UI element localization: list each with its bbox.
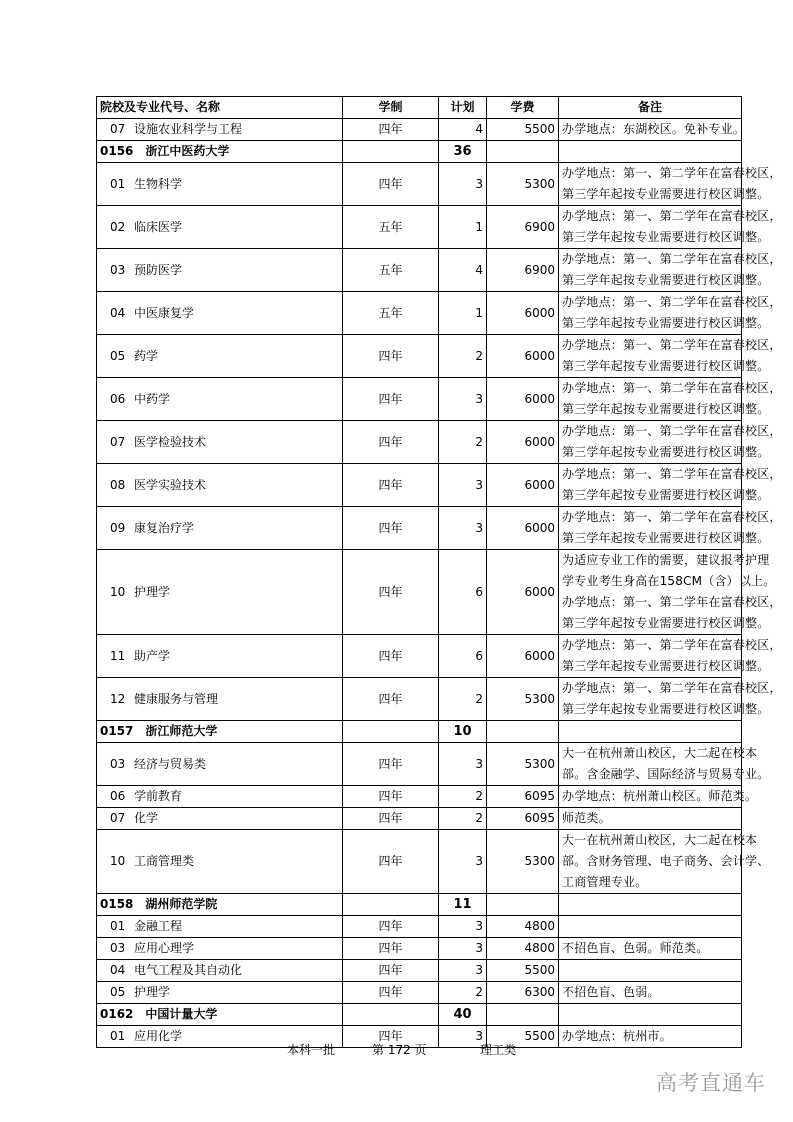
remark-line: 办学地点：杭州萧山校区。师范类。 — [562, 789, 758, 803]
watermark: 高考直通车 — [656, 1071, 766, 1095]
major-name: 护理学 — [134, 985, 171, 999]
major-row — [97, 550, 742, 635]
major-duration: 四年 — [343, 421, 439, 464]
major-row — [97, 119, 742, 141]
major-cell — [97, 786, 343, 808]
major-remark — [559, 916, 742, 938]
remark-line: 办学地点：第一、第二学年在富春校区， — [562, 166, 782, 180]
remark-line: 第三学年起按专业需要进行校区调整。 — [562, 445, 770, 459]
major-remark — [559, 119, 746, 141]
major-plan: 3 — [439, 163, 487, 206]
major-remark — [559, 464, 782, 507]
major-fee: 5500 — [487, 119, 559, 141]
major-fee: 6000 — [487, 550, 559, 635]
major-duration: 四年 — [343, 830, 439, 894]
major-name: 预防医学 — [134, 262, 183, 277]
school-name: 浙江中医药大学 — [145, 144, 230, 158]
major-plan: 3 — [439, 938, 487, 960]
major-row — [97, 960, 742, 982]
major-remark — [559, 830, 770, 894]
major-code: 05 — [110, 348, 126, 363]
remark-line: 大一在杭州萧山校区，大二起在校本 — [562, 833, 758, 847]
major-plan: 1 — [439, 292, 487, 335]
major-code: 10 — [110, 584, 126, 599]
major-duration: 四年 — [343, 678, 439, 721]
major-plan: 3 — [439, 464, 487, 507]
major-name: 设施农业科学与工程 — [134, 122, 243, 136]
major-duration: 四年 — [343, 378, 439, 421]
school-remark-cell — [559, 141, 742, 163]
major-cell — [97, 916, 343, 938]
major-name: 助产学 — [134, 648, 171, 663]
major-row — [97, 464, 742, 507]
major-plan: 4 — [439, 249, 487, 292]
table-body — [97, 119, 782, 1048]
major-plan: 6 — [439, 550, 487, 635]
major-row — [97, 249, 742, 292]
major-remark — [559, 206, 782, 249]
major-row — [97, 982, 742, 1004]
major-plan: 3 — [439, 507, 487, 550]
school-fee-cell — [487, 894, 559, 916]
school-name: 中国计量大学 — [145, 1007, 218, 1021]
remark-line: 办学地点：第一、第二学年在富春校区， — [562, 338, 782, 352]
major-fee: 6000 — [487, 378, 559, 421]
major-plan: 3 — [439, 1026, 487, 1048]
major-cell — [97, 421, 343, 464]
school-row — [97, 1004, 742, 1026]
major-cell — [97, 335, 343, 378]
major-remark — [559, 421, 782, 464]
footer-page: 第 172 页 — [372, 1043, 427, 1057]
major-duration: 四年 — [343, 786, 439, 808]
major-remark — [559, 960, 742, 982]
major-row — [97, 786, 742, 808]
major-code: 01 — [110, 919, 126, 933]
major-duration: 四年 — [343, 635, 439, 678]
major-name: 工商管理类 — [134, 854, 195, 868]
footer-category: 理工类 — [480, 1043, 517, 1057]
remark-line: 第三学年起按专业需要进行校区调整。 — [562, 616, 770, 630]
school-cell — [97, 721, 343, 743]
major-name: 中医康复学 — [134, 305, 195, 320]
school-plan-total: 36 — [439, 141, 487, 163]
remark-line: 第三学年起按专业需要进行校区调整。 — [562, 531, 770, 545]
major-remark — [559, 1026, 742, 1048]
school-row — [97, 141, 742, 163]
major-remark — [559, 938, 742, 960]
major-fee: 6095 — [487, 808, 559, 830]
major-row — [97, 421, 742, 464]
major-cell — [97, 550, 343, 635]
remark-line: 第三学年起按专业需要进行校区调整。 — [562, 316, 770, 330]
school-plan-total: 10 — [439, 721, 487, 743]
major-name: 化学 — [134, 811, 159, 825]
school-duration-cell — [343, 721, 439, 743]
major-fee: 5300 — [487, 830, 559, 894]
major-plan: 2 — [439, 421, 487, 464]
major-code: 11 — [110, 648, 126, 663]
major-remark — [559, 808, 742, 830]
school-plan-total: 40 — [439, 1004, 487, 1026]
header-remark: 备注 — [559, 97, 742, 119]
header-duration: 学制 — [343, 97, 439, 119]
major-name: 医学实验技术 — [134, 477, 207, 492]
major-name: 生物科学 — [134, 176, 183, 191]
major-row — [97, 678, 742, 721]
remark-line: 办学地点：第一、第二学年在富春校区， — [562, 381, 782, 395]
remark-line: 办学地点：第一、第二学年在富春校区， — [562, 467, 782, 481]
major-cell — [97, 808, 343, 830]
major-duration: 四年 — [343, 916, 439, 938]
major-cell — [97, 743, 343, 786]
major-cell — [97, 378, 343, 421]
admission-plan-table — [96, 96, 782, 1048]
remark-line: 为适应专业工作的需要，建议报考护理 — [562, 553, 770, 567]
major-plan: 1 — [439, 206, 487, 249]
major-duration: 四年 — [343, 743, 439, 786]
school-row — [97, 894, 742, 916]
remark-line: 第三学年起按专业需要进行校区调整。 — [562, 187, 770, 201]
major-plan: 2 — [439, 786, 487, 808]
major-code: 07 — [110, 811, 126, 825]
header-fee: 学费 — [487, 97, 559, 119]
major-cell — [97, 119, 343, 141]
remark-line: 第三学年起按专业需要进行校区调整。 — [562, 273, 770, 287]
table-header-row — [97, 97, 742, 119]
school-fee-cell — [487, 1004, 559, 1026]
major-fee: 5300 — [487, 163, 559, 206]
major-plan: 3 — [439, 378, 487, 421]
major-row — [97, 916, 742, 938]
major-name: 护理学 — [134, 584, 171, 599]
major-name: 电气工程及其自动化 — [134, 963, 243, 977]
major-remark — [559, 378, 782, 421]
remark-line: 办学地点：东湖校区。免补专业。 — [562, 122, 746, 136]
major-row — [97, 635, 742, 678]
school-cell — [97, 894, 343, 916]
major-name: 医学检验技术 — [134, 434, 207, 449]
major-code: 01 — [110, 176, 126, 191]
major-remark — [559, 550, 782, 635]
major-cell — [97, 938, 343, 960]
major-cell — [97, 635, 343, 678]
major-cell — [97, 163, 343, 206]
major-row — [97, 292, 742, 335]
major-fee: 5300 — [487, 678, 559, 721]
major-fee: 5500 — [487, 960, 559, 982]
major-code: 03 — [110, 756, 126, 771]
remark-line: 办学地点：第一、第二学年在富春校区， — [562, 295, 782, 309]
major-name: 经济与贸易类 — [134, 756, 207, 771]
major-duration: 四年 — [343, 119, 439, 141]
major-plan: 3 — [439, 916, 487, 938]
major-duration: 四年 — [343, 550, 439, 635]
major-code: 05 — [110, 985, 126, 999]
major-cell — [97, 507, 343, 550]
remark-line: 师范类。 — [562, 811, 611, 825]
major-plan: 4 — [439, 119, 487, 141]
major-fee: 5300 — [487, 743, 559, 786]
major-code: 03 — [110, 941, 126, 955]
school-cell — [97, 1004, 343, 1026]
school-duration-cell — [343, 141, 439, 163]
school-remark-cell — [559, 1004, 742, 1026]
major-duration: 四年 — [343, 507, 439, 550]
major-remark — [559, 163, 782, 206]
major-plan: 2 — [439, 808, 487, 830]
remark-line: 第三学年起按专业需要进行校区调整。 — [562, 488, 770, 502]
remark-line: 学专业考生身高在158CM（含）以上。 — [562, 574, 776, 588]
major-fee: 4800 — [487, 916, 559, 938]
major-fee: 6300 — [487, 982, 559, 1004]
remark-line: 办学地点：第一、第二学年在富春校区， — [562, 510, 782, 524]
major-plan: 2 — [439, 982, 487, 1004]
major-row — [97, 507, 742, 550]
remark-line: 工商管理专业。 — [562, 875, 648, 889]
major-remark — [559, 743, 770, 786]
remark-line: 不招色盲、色弱。 — [562, 985, 660, 999]
major-name: 临床医学 — [134, 219, 183, 234]
major-row — [97, 206, 742, 249]
major-duration: 四年 — [343, 1026, 439, 1048]
major-remark — [559, 678, 782, 721]
major-duration: 四年 — [343, 163, 439, 206]
major-name: 健康服务与管理 — [134, 691, 219, 706]
major-cell — [97, 249, 343, 292]
major-code: 06 — [110, 391, 126, 406]
major-code: 08 — [110, 477, 126, 492]
major-code: 02 — [110, 219, 126, 234]
major-name: 应用化学 — [134, 1029, 183, 1043]
school-fee-cell — [487, 141, 559, 163]
major-cell — [97, 982, 343, 1004]
major-fee: 6000 — [487, 464, 559, 507]
major-row — [97, 163, 742, 206]
major-plan: 3 — [439, 743, 487, 786]
major-fee: 5500 — [487, 1026, 559, 1048]
school-plan-total: 11 — [439, 894, 487, 916]
major-duration: 五年 — [343, 249, 439, 292]
major-fee: 6900 — [487, 206, 559, 249]
school-code: 0158 — [100, 897, 134, 911]
major-remark — [559, 249, 782, 292]
major-remark — [559, 635, 782, 678]
major-fee: 6900 — [487, 249, 559, 292]
school-remark-cell — [559, 894, 742, 916]
major-cell — [97, 206, 343, 249]
major-duration: 五年 — [343, 206, 439, 249]
major-duration: 四年 — [343, 938, 439, 960]
major-code: 04 — [110, 963, 126, 977]
major-plan: 3 — [439, 830, 487, 894]
major-code: 07 — [110, 434, 126, 449]
school-remark-cell — [559, 721, 742, 743]
major-duration: 四年 — [343, 808, 439, 830]
major-code: 04 — [110, 305, 126, 320]
school-name: 浙江师范大学 — [145, 724, 218, 738]
remark-line: 办学地点：杭州市。 — [562, 1029, 672, 1043]
major-fee: 6000 — [487, 635, 559, 678]
major-fee: 6000 — [487, 507, 559, 550]
remark-line: 部。含财务管理、电子商务、会计学、 — [562, 854, 770, 868]
major-remark — [559, 292, 782, 335]
remark-line: 办学地点：第一、第二学年在富春校区， — [562, 681, 782, 695]
major-name: 药学 — [134, 348, 159, 363]
remark-line: 第三学年起按专业需要进行校区调整。 — [562, 402, 770, 416]
header-plan: 计划 — [439, 97, 487, 119]
remark-line: 不招色盲、色弱。师范类。 — [562, 941, 709, 955]
remark-line: 办学地点：第一、第二学年在富春校区， — [562, 595, 782, 609]
remark-line: 办学地点：第一、第二学年在富春校区， — [562, 424, 782, 438]
remark-line: 部。含金融学、国际经济与贸易专业。 — [562, 767, 770, 781]
school-duration-cell — [343, 894, 439, 916]
school-duration-cell — [343, 1004, 439, 1026]
remark-line: 第三学年起按专业需要进行校区调整。 — [562, 659, 770, 673]
major-duration: 四年 — [343, 960, 439, 982]
major-row — [97, 378, 742, 421]
major-name: 应用心理学 — [134, 941, 195, 955]
major-fee: 4800 — [487, 938, 559, 960]
school-fee-cell — [487, 721, 559, 743]
remark-line: 第三学年起按专业需要进行校区调整。 — [562, 230, 770, 244]
major-fee: 6095 — [487, 786, 559, 808]
major-remark — [559, 786, 758, 808]
major-code: 07 — [110, 122, 126, 136]
remark-line: 办学地点：第一、第二学年在富春校区， — [562, 252, 782, 266]
major-plan: 2 — [439, 335, 487, 378]
major-code: 12 — [110, 691, 126, 706]
major-remark — [559, 507, 782, 550]
major-row — [97, 335, 742, 378]
school-code: 0156 — [100, 144, 134, 158]
major-duration: 四年 — [343, 464, 439, 507]
major-plan: 6 — [439, 635, 487, 678]
major-duration: 四年 — [343, 982, 439, 1004]
major-cell — [97, 464, 343, 507]
major-cell — [97, 830, 343, 894]
major-cell — [97, 292, 343, 335]
major-cell — [97, 678, 343, 721]
major-name: 学前教育 — [134, 789, 183, 803]
major-code: 09 — [110, 520, 126, 535]
school-cell — [97, 141, 343, 163]
major-code: 06 — [110, 789, 126, 803]
major-code: 03 — [110, 262, 126, 277]
major-plan: 2 — [439, 678, 487, 721]
major-cell — [97, 960, 343, 982]
major-row — [97, 938, 742, 960]
major-remark — [559, 982, 742, 1004]
major-row — [97, 830, 742, 894]
remark-line: 大一在杭州萧山校区，大二起在校本 — [562, 746, 758, 760]
major-fee: 6000 — [487, 335, 559, 378]
major-fee: 6000 — [487, 421, 559, 464]
school-name: 湖州师范学院 — [145, 897, 218, 911]
major-row — [97, 743, 742, 786]
major-name: 金融工程 — [134, 919, 183, 933]
school-row — [97, 721, 742, 743]
school-code: 0162 — [100, 1007, 134, 1021]
major-duration: 四年 — [343, 335, 439, 378]
major-remark — [559, 335, 782, 378]
major-code: 10 — [110, 854, 126, 868]
remark-line: 第三学年起按专业需要进行校区调整。 — [562, 359, 770, 373]
major-name: 康复治疗学 — [134, 520, 195, 535]
major-fee: 6000 — [487, 292, 559, 335]
major-plan: 3 — [439, 960, 487, 982]
major-code: 01 — [110, 1029, 126, 1043]
major-name: 中药学 — [134, 391, 171, 406]
remark-line: 办学地点：第一、第二学年在富春校区， — [562, 209, 782, 223]
footer-batch: 本科一批 — [287, 1043, 336, 1057]
header-name: 院校及专业代号、名称 — [97, 97, 343, 119]
remark-line: 第三学年起按专业需要进行校区调整。 — [562, 702, 770, 716]
major-duration: 五年 — [343, 292, 439, 335]
school-code: 0157 — [100, 724, 134, 738]
major-row — [97, 808, 742, 830]
remark-line: 办学地点：第一、第二学年在富春校区， — [562, 638, 782, 652]
